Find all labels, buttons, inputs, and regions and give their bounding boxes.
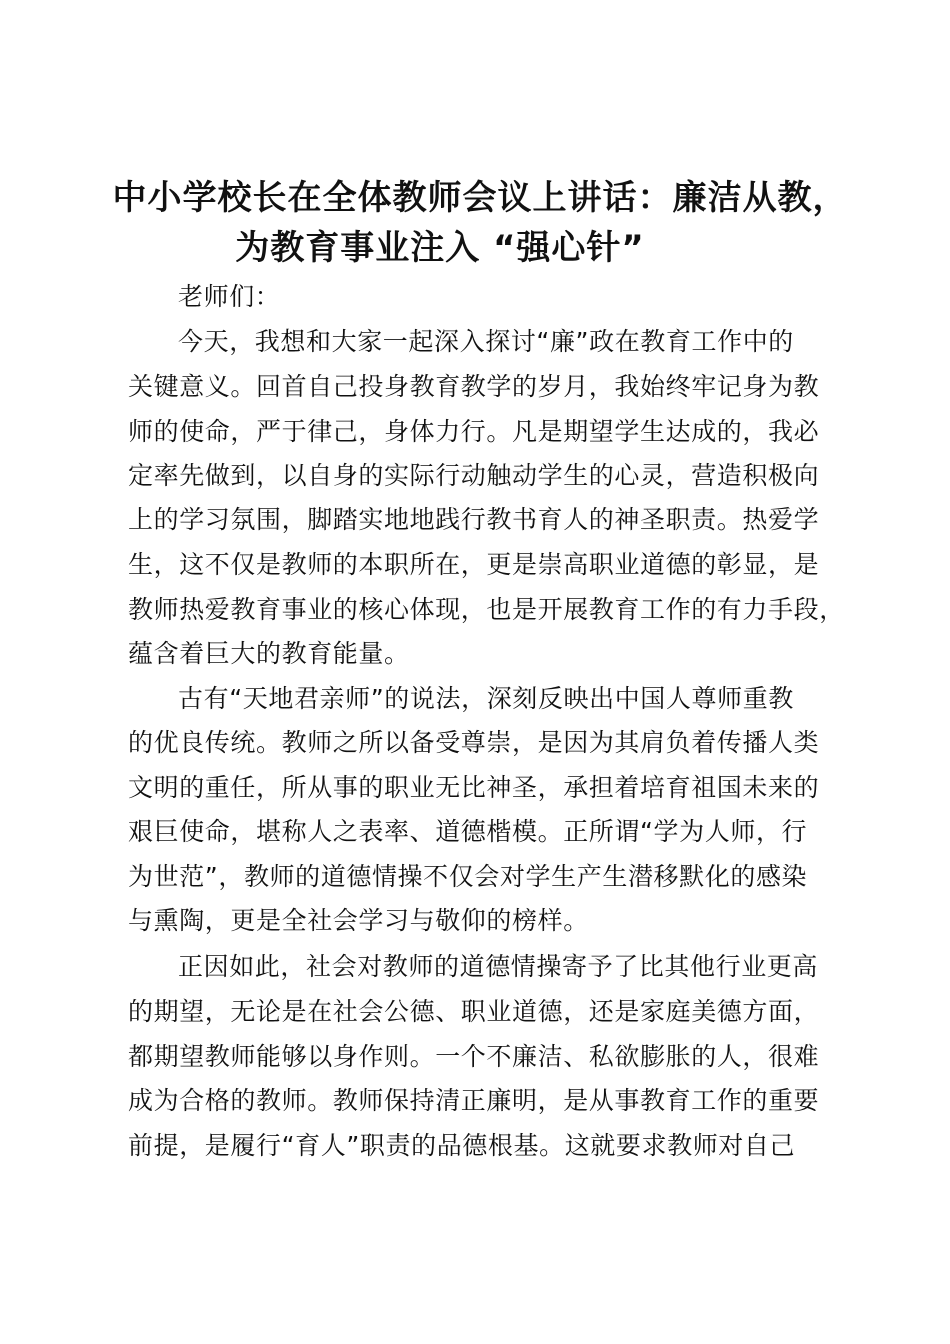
body-line: 上的学习氛围，脚踏实地地践行教书育人的神圣职责。热爱学 [128, 505, 820, 534]
body-line: 的期望，无论是在社会公德、职业道德，还是家庭美德方面， [128, 997, 820, 1026]
body-line: 与熏陶，更是全社会学习与敬仰的榜样。 [128, 906, 589, 935]
salutation: 老师们： [178, 282, 281, 311]
body-line: 关键意义。回首自己投身教育教学的岁月，我始终牢记身为教 [128, 372, 820, 401]
body-line: 的优良传统。教师之所以备受尊崇，是因为其肩负着传播人类 [128, 728, 820, 757]
title-line-2: 为教育事业注入 “强心针” [235, 228, 645, 268]
body-line: 师的使命，严于律己，身体力行。凡是期望学生达成的，我必 [128, 417, 820, 446]
body-line: 古有“天地君亲师”的说法，深刻反映出中国人尊师重教 [178, 684, 794, 713]
body-line: 都期望教师能够以身作则。一个不廉洁、私欲膨胀的人，很难 [128, 1042, 820, 1071]
body-line: 蕴含着巨大的教育能量。 [128, 639, 410, 668]
title-line-1: 中小学校长在全体教师会议上讲话：廉洁从教， [112, 178, 848, 218]
body-line: 定率先做到，以自身的实际行动触动学生的心灵，营造积极向 [128, 461, 820, 490]
body-line: 文明的重任，所从事的职业无比神圣，承担着培育祖国未来的 [128, 773, 820, 802]
body-line: 生，这不仅是教师的本职所在，更是崇高职业道德的彰显，是 [128, 550, 820, 579]
body-line: 为世范”，教师的道德情操不仅会对学生产生潜移默化的感染 [128, 862, 808, 891]
body-line: 教师热爱教育事业的核心体现，也是开展教育工作的有力手段， [128, 595, 845, 624]
body-line: 今天，我想和大家一起深入探讨“廉”政在教育工作中的 [178, 327, 794, 356]
body-line: 艰巨使命，堪称人之表率、道德楷模。正所谓“学为人师，行 [128, 817, 808, 846]
body-line: 成为合格的教师。教师保持清正廉明，是从事教育工作的重要 [128, 1086, 820, 1115]
body-line: 前提，是履行“育人”职责的品德根基。这就要求教师对自己 [128, 1131, 796, 1160]
body-line: 正因如此，社会对教师的道德情操寄予了比其他行业更高 [178, 952, 819, 981]
